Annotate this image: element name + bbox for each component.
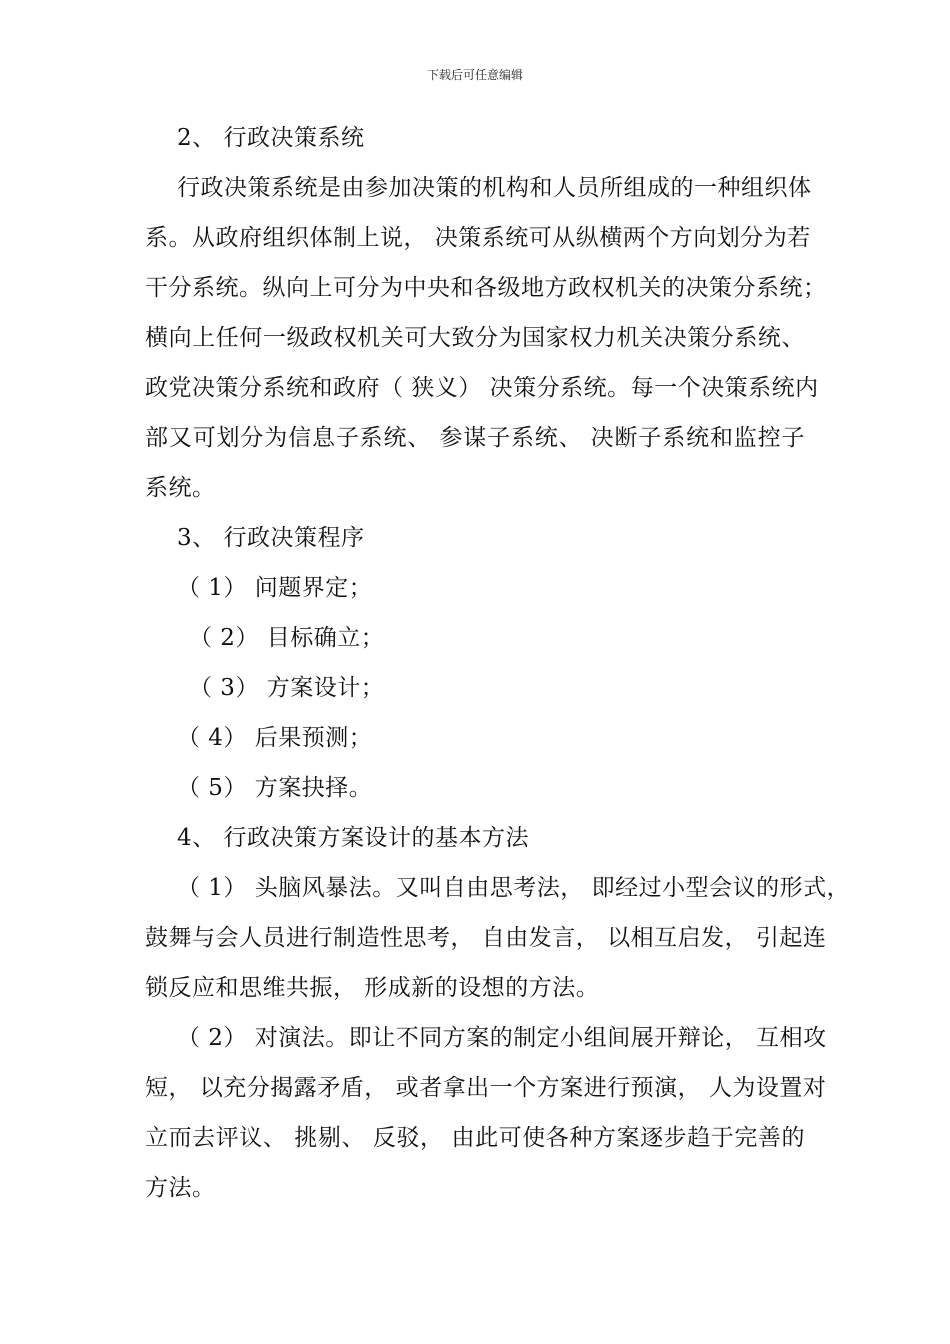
paragraph-line: 横向上任何一级政权机关可大致分为国家权力机关决策分系统、 [145,325,805,351]
paragraph-line: （ 1） 头脑风暴法。又叫自由思考法， 即经过小型会议的形式， [177,875,851,901]
section-heading-3: 3、 行政决策程序 [177,525,365,551]
paragraph-line: 干分系统。纵向上可分为中央和各级地方政权机关的决策分系统； [145,275,827,301]
section-heading-4: 4、 行政决策方案设计的基本方法 [177,825,529,851]
paragraph-line: 锁反应和思维共振， 形成新的设想的方法。 [145,975,600,1001]
paragraph-line: 政党决策分系统和政府（ 狭义） 决策分系统。每一个决策系统内 [145,375,819,401]
paragraph-line: 行政决策系统是由参加决策的机构和人员所组成的一种组织体 [177,175,812,201]
paragraph-line: 短， 以充分揭露矛盾， 或者拿出一个方案进行预演， 人为设置对 [145,1075,827,1101]
paragraph-line: 部又可划分为信息子系统、 参谋子系统、 决断子系统和监控子 [145,425,805,451]
paragraph-line: 系统。 [145,475,216,501]
list-item: （ 5） 方案抉择。 [177,775,373,801]
list-item: （ 1） 问题界定； [177,575,373,601]
paragraph-line: 鼓舞与会人员进行制造性思考， 自由发言， 以相互启发， 引起连 [145,925,827,951]
paragraph-line: 系。从政府组织体制上说， 决策系统可从纵横两个方向划分为若 [145,225,811,251]
paragraph-line: 方法。 [145,1175,216,1201]
paragraph-line: （ 2） 对演法。即让不同方案的制定小组间展开辩论， 互相攻 [177,1025,827,1051]
list-item: （ 2） 目标确立； [189,625,385,651]
list-item: （ 4） 后果预测； [177,725,373,751]
paragraph-line: 立而去评议、 挑剔、 反驳， 由此可使各种方案逐步趋于完善的 [145,1125,805,1151]
page-header-note: 下载后可任意编辑 [426,68,523,82]
list-item: （ 3） 方案设计； [189,675,385,701]
section-heading-2: 2、 行政决策系统 [177,125,365,151]
